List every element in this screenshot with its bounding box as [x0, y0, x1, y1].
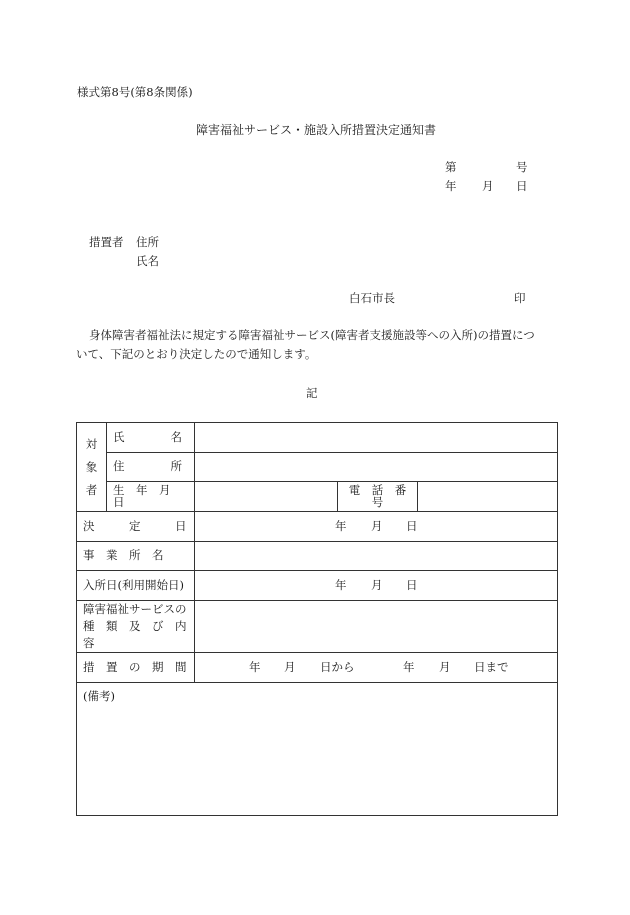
subject-name-label: 氏 名: [107, 423, 195, 453]
subject-char-1: 対: [85, 436, 98, 451]
subject-address-row: [77, 453, 558, 482]
period-label: 措 置 の 期 間: [77, 653, 195, 683]
form-number: 様式第8号(第8条関係): [77, 85, 193, 99]
remarks-row: [77, 683, 558, 816]
seal-mark: 印: [514, 291, 526, 305]
phone-label: 電 話 番 号: [338, 482, 418, 512]
decision-year: 年: [335, 518, 347, 533]
admission-date-field[interactable]: [195, 571, 558, 601]
decision-date-field[interactable]: [195, 512, 558, 542]
service-type-field[interactable]: [195, 601, 558, 653]
subject-name-field[interactable]: [195, 423, 558, 453]
subject-address-field[interactable]: [195, 453, 558, 482]
admission-month: 月: [371, 577, 383, 592]
service-type-label: [77, 601, 198, 653]
admission-day: 日: [406, 577, 418, 592]
doc-number-suffix: 号: [516, 160, 528, 174]
office-name-field[interactable]: [195, 542, 558, 571]
recipient-label: 措置者: [89, 235, 124, 249]
period-to-month: 月: [439, 659, 451, 674]
remarks-label: (備考): [83, 689, 115, 703]
period-field[interactable]: [195, 653, 558, 683]
subject-name-row: [77, 423, 558, 453]
admission-date-label: 入所日(利用開始日): [77, 571, 195, 601]
period-to-day: 日まで: [474, 659, 509, 674]
service-type-label-line-1: 障害福祉サービスの: [83, 602, 187, 616]
service-type-row: [77, 601, 558, 653]
subject-char-2: 象: [85, 459, 98, 474]
admission-year: 年: [335, 577, 347, 592]
subject-char-3: 者: [85, 482, 98, 497]
subject-address-label: 住 所: [107, 453, 195, 482]
period-from-day: 日から: [320, 659, 355, 674]
period-from-month: 月: [284, 659, 296, 674]
date-day: 日: [516, 179, 528, 193]
birth-date-field[interactable]: [195, 482, 338, 512]
office-name-label: 事 業 所 名: [77, 542, 195, 571]
name-label: 氏名: [136, 254, 159, 268]
notice-heading: 記: [306, 386, 318, 400]
date-month: 月: [482, 179, 494, 193]
decision-day: 日: [406, 518, 418, 533]
birth-date-label: 生 年 月 日: [107, 482, 195, 512]
period-from-year: 年: [249, 659, 261, 674]
doc-number-prefix: 第: [445, 160, 457, 174]
decision-month: 月: [371, 518, 383, 533]
remarks-field[interactable]: [77, 683, 558, 816]
body-line-2: いて、下記のとおり決定したので通知します。: [76, 347, 317, 361]
issuer-title: 白石市長: [349, 291, 395, 305]
period-to-year: 年: [403, 659, 415, 674]
date-year: 年: [445, 179, 457, 193]
phone-field[interactable]: [418, 482, 558, 512]
body-line-1: 身体障害者福祉法に規定する障害福祉サービス(障害者支援施設等への入所)の措置につ: [89, 328, 535, 342]
decision-date-row: [77, 512, 558, 542]
period-row: [77, 653, 558, 683]
subject-label: [77, 423, 107, 512]
notice-form-table: [76, 422, 558, 816]
subject-birth-row: [77, 482, 558, 512]
service-type-label-line-2: 種 類 及 び 内 容: [83, 619, 198, 650]
address-label: 住所: [136, 235, 159, 249]
office-name-row: [77, 542, 558, 571]
document-title: 障害福祉サービス・施設入所措置決定通知書: [196, 123, 437, 137]
decision-date-label: 決 定 日: [77, 512, 195, 542]
admission-date-row: [77, 571, 558, 601]
